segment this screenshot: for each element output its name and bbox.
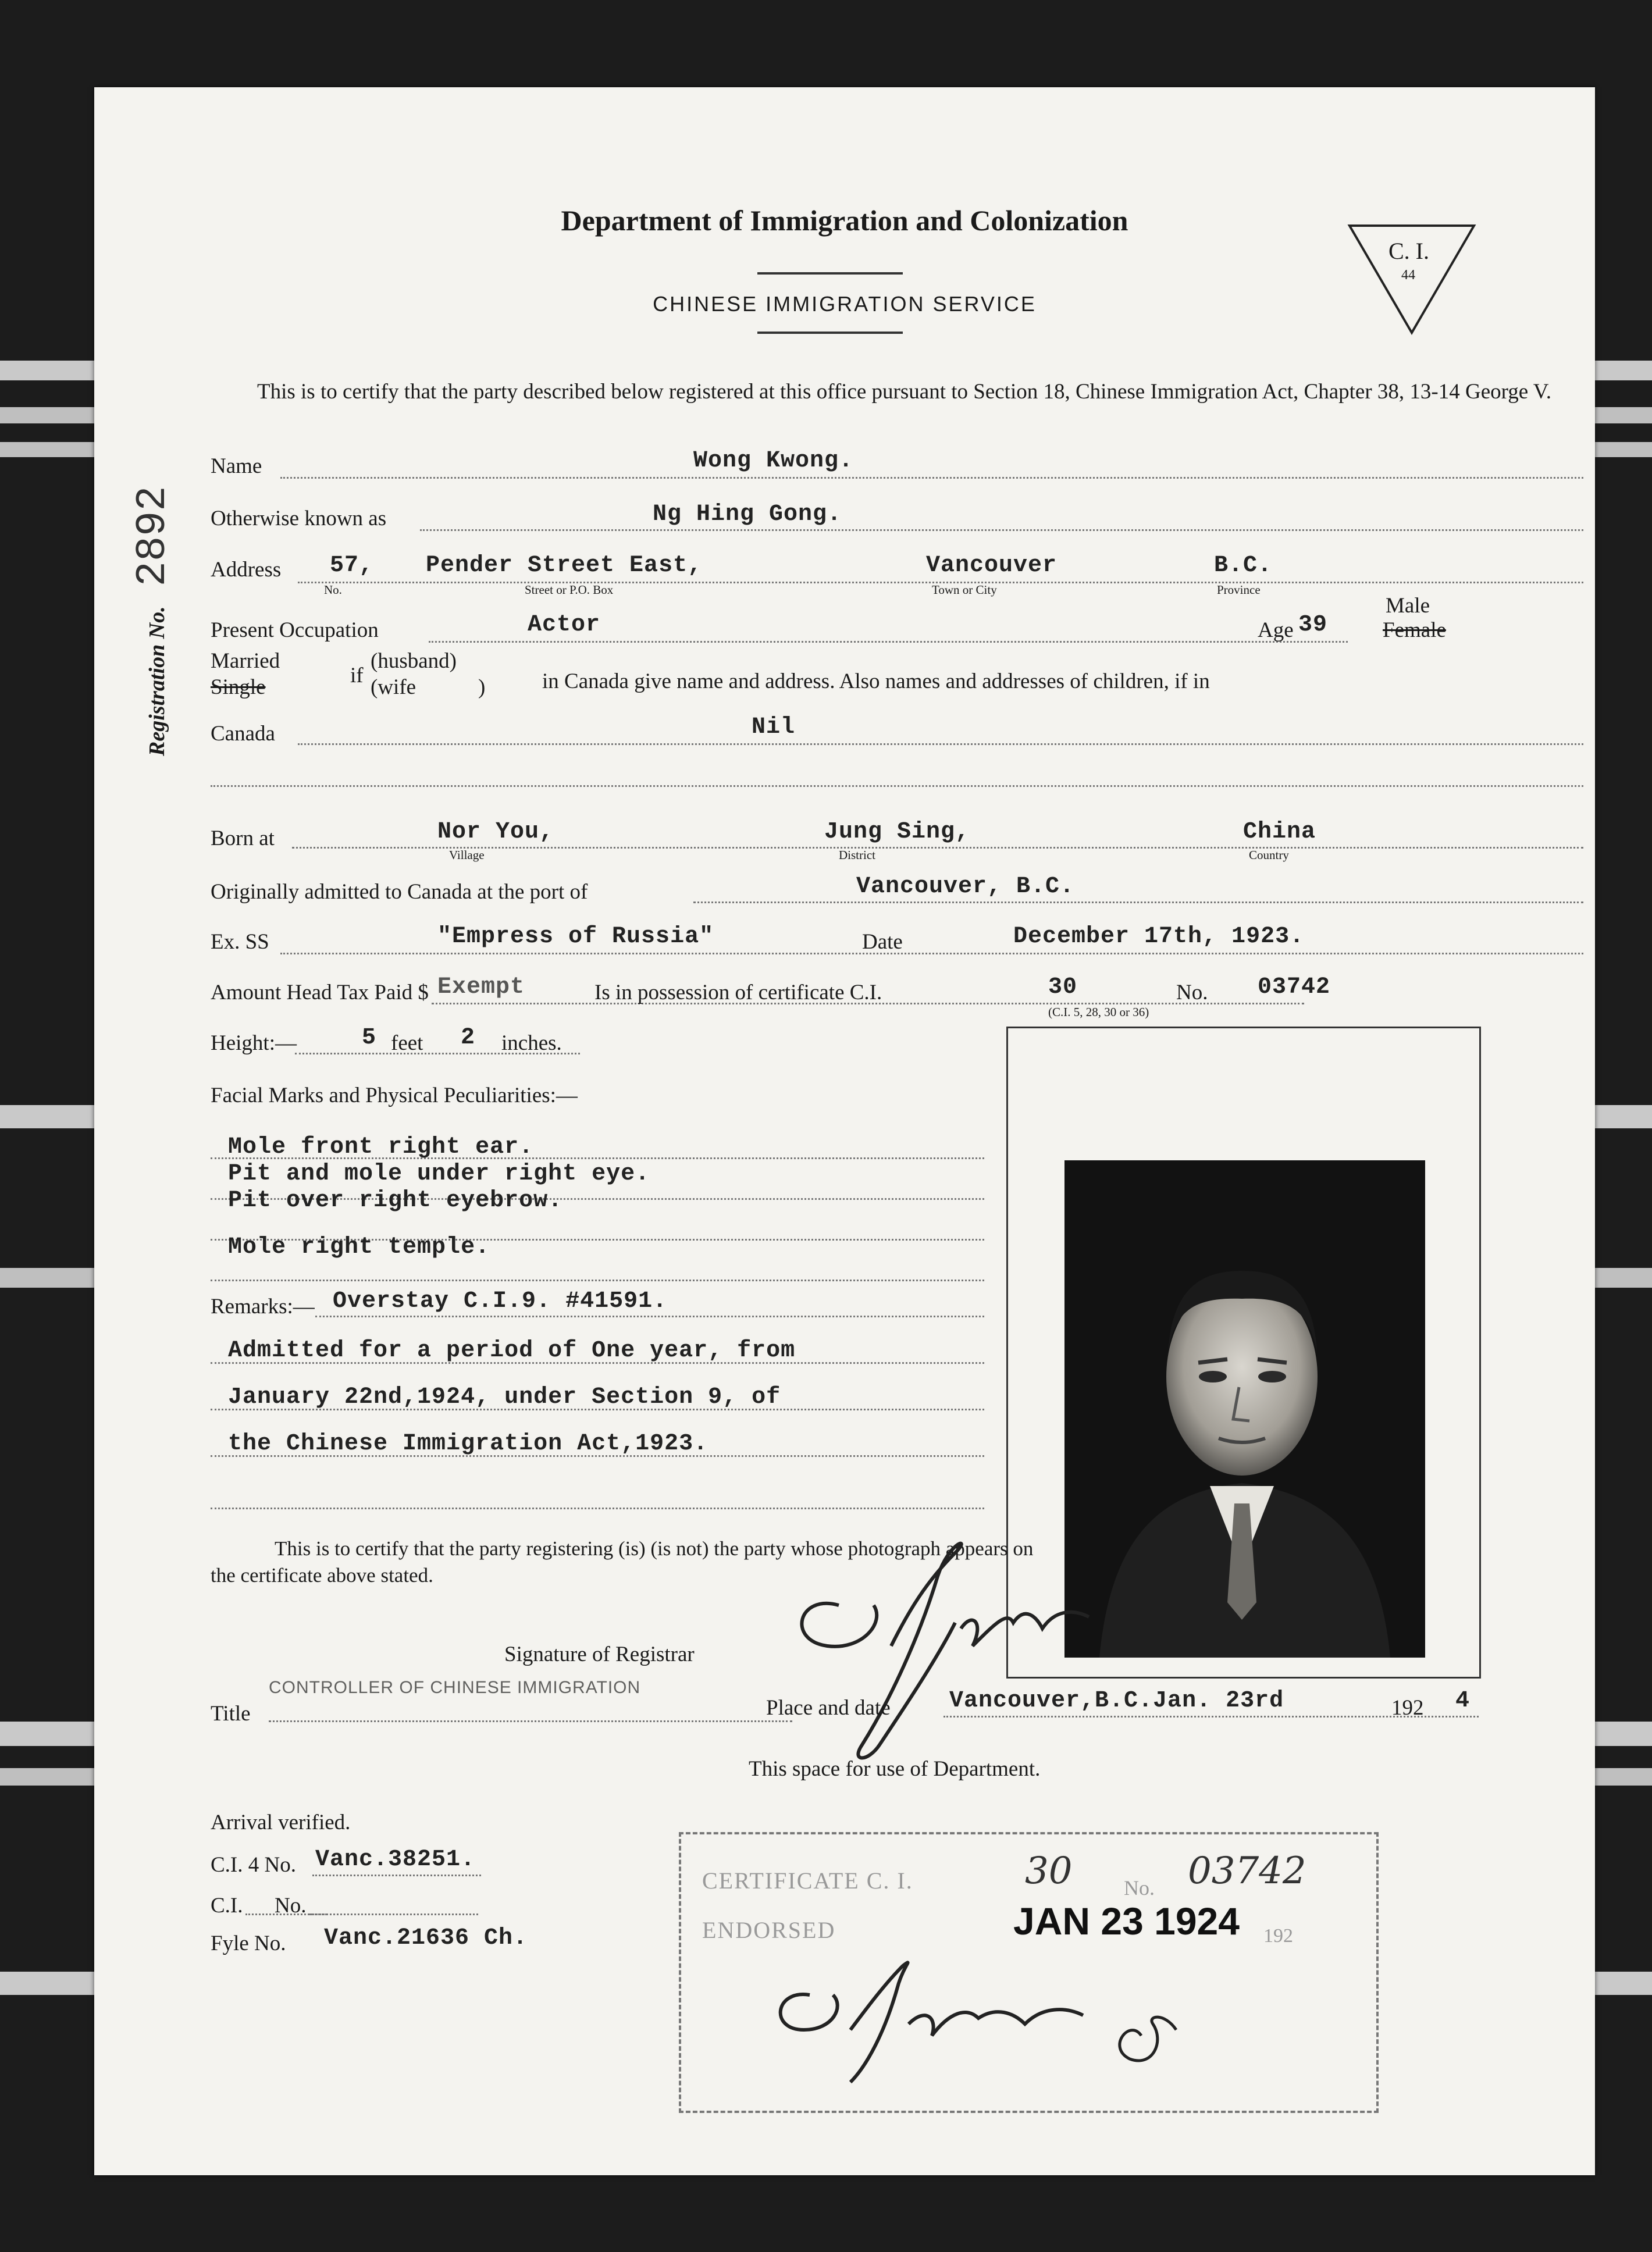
address-no: 57,: [330, 553, 374, 579]
place-date-label: Place and date: [766, 1696, 891, 1720]
head-tax-label: Amount Head Tax Paid $: [211, 981, 429, 1004]
certificate-card: [94, 87, 1595, 2175]
age-label: Age: [1258, 618, 1294, 642]
wife-label: (wife: [371, 675, 416, 699]
year-prefix: 192: [1391, 1696, 1424, 1720]
arrival-label: Arrival verified.: [211, 1811, 351, 1834]
ci-label: C.I.: [211, 1894, 243, 1918]
fyle-label: Fyle No.: [211, 1932, 286, 1955]
mark-1: Mole front right ear.: [228, 1134, 534, 1160]
district-caption: District: [839, 848, 875, 862]
town-caption: Town or City: [932, 583, 997, 597]
stamp-endorsed-label: ENDORSED: [702, 1917, 836, 1943]
otherwise-label: Otherwise known as: [211, 507, 387, 530]
signature-label: Signature of Registrar: [504, 1642, 695, 1666]
mark-3: Pit over right eyebrow.: [228, 1188, 563, 1214]
possession-label: Is in possession of certificate C.I.: [594, 981, 882, 1004]
give-name-text: in Canada give name and address. Also names and addresses of children, if in: [542, 669, 1210, 693]
canada-label: Canada: [211, 722, 275, 746]
married-label: Married: [211, 649, 280, 673]
title-label: Title: [211, 1702, 251, 1726]
address-province: B.C.: [1214, 553, 1273, 579]
mark-4: Mole right temple.: [228, 1234, 490, 1260]
badge-line2: 44: [1401, 268, 1415, 283]
remarks-line-1: Admitted for a period of One year, from: [228, 1338, 796, 1364]
divider: [757, 332, 903, 334]
ship-value: "Empress of Russia": [437, 924, 714, 950]
born-village: Nor You,: [437, 819, 554, 845]
address-town: Vancouver: [926, 553, 1058, 579]
age-value: 39: [1298, 612, 1328, 638]
remarks-line-3: the Chinese Immigration Act,1923.: [228, 1431, 708, 1457]
admitted-label: Originally admitted to Canada at the port of: [211, 880, 588, 904]
registrar-signature: [763, 1506, 1124, 1774]
inches-value: 2: [461, 1025, 476, 1051]
photo-certify-text: This is to certify that the party registering (is) (is not) the party whose photograph appears on the certificate above stated.: [211, 1537, 1034, 1587]
stamp-ci-value: 30: [1025, 1850, 1073, 1893]
remarks-label: Remarks:—: [211, 1295, 315, 1319]
husband-label: (husband): [371, 649, 457, 673]
stamp-year: 192: [1263, 1925, 1293, 1947]
street-caption: Street or P.O. Box: [525, 583, 614, 597]
stamp-no-label: No.: [1124, 1876, 1155, 1900]
ci4-value: Vanc.38251.: [315, 1847, 476, 1873]
head-tax-value: Exempt: [437, 974, 525, 1000]
cert-ci-value: 30: [1048, 974, 1078, 1000]
remarks-value: Overstay C.I.9. #41591.: [333, 1288, 668, 1314]
badge-line1: C. I.: [1388, 238, 1429, 264]
registration-value: 2892: [129, 486, 177, 587]
no-caption: No.: [324, 583, 342, 597]
born-label: Born at: [211, 826, 275, 850]
stamp-signature: [757, 1948, 1199, 2088]
divider: [757, 272, 903, 275]
department-title: Department of Immigration and Colonization: [561, 204, 1128, 237]
name-label: Name: [211, 454, 262, 478]
cert-no-value: 03742: [1258, 974, 1331, 1000]
facial-label: Facial Marks and Physical Peculiarities:—: [211, 1084, 578, 1107]
ci4-label: C.I. 4 No.: [211, 1853, 296, 1877]
female-label-struck: Female: [1383, 618, 1446, 642]
date-value: December 17th, 1923.: [1013, 924, 1305, 950]
port-value: Vancouver, B.C.: [856, 874, 1075, 900]
feet-label: feet: [391, 1031, 423, 1055]
otherwise-value: Ng Hing Gong.: [653, 501, 842, 528]
paren-label: ): [478, 675, 486, 699]
certify-paragraph: This is to certify that the party described below registered at this office pursuant to Section 18, Chinese Immigration Act, Chapter 38, 13-14 George V.: [257, 380, 1551, 404]
mark-2: Pit and mole under right eye.: [228, 1161, 650, 1187]
occupation-value: Actor: [528, 612, 601, 638]
title-value: CONTROLLER OF CHINESE IMMIGRATION: [269, 1678, 641, 1697]
registration-label: Registration No.: [145, 606, 169, 756]
children-value: Nil: [752, 714, 796, 740]
feet-value: 5: [362, 1025, 377, 1051]
stamp-no-value: 03742: [1188, 1850, 1306, 1893]
date-label: Date: [862, 930, 903, 954]
stamp-date: JAN 23 1924: [1013, 1900, 1240, 1943]
born-country: China: [1243, 819, 1316, 845]
address-label: Address: [211, 558, 282, 582]
country-caption: Country: [1249, 848, 1289, 862]
remarks-line-2: January 22nd,1924, under Section 9, of: [228, 1384, 781, 1410]
year-digit: 4: [1455, 1688, 1471, 1714]
cert-no-label: No.: [1176, 981, 1208, 1004]
occupation-label: Present Occupation: [211, 618, 379, 642]
place-date-value: Vancouver,B.C.Jan. 23rd: [949, 1688, 1284, 1714]
dept-space-label: This space for use of Department.: [749, 1757, 1041, 1781]
fyle-value: Vanc.21636 Ch.: [324, 1925, 528, 1951]
height-label: Height:—: [211, 1031, 297, 1055]
born-district: Jung Sing,: [824, 819, 970, 845]
ci-no-label: No.: [275, 1894, 307, 1918]
registration-number: [129, 486, 177, 756]
single-label-struck: Single: [211, 675, 266, 699]
if-label: if: [350, 664, 364, 687]
ci-types-caption: (C.I. 5, 28, 30 or 36): [1048, 1005, 1149, 1019]
province-caption: Province: [1217, 583, 1261, 597]
name-value: Wong Kwong.: [693, 448, 854, 474]
inches-label: inches.: [501, 1031, 562, 1055]
male-label: Male: [1386, 594, 1430, 618]
exss-label: Ex. SS: [211, 930, 269, 954]
village-caption: Village: [449, 848, 485, 862]
service-title: CHINESE IMMIGRATION SERVICE: [653, 292, 1037, 316]
stamp-certificate-label: CERTIFICATE C. I.: [702, 1868, 913, 1894]
address-street: Pender Street East,: [426, 553, 703, 579]
